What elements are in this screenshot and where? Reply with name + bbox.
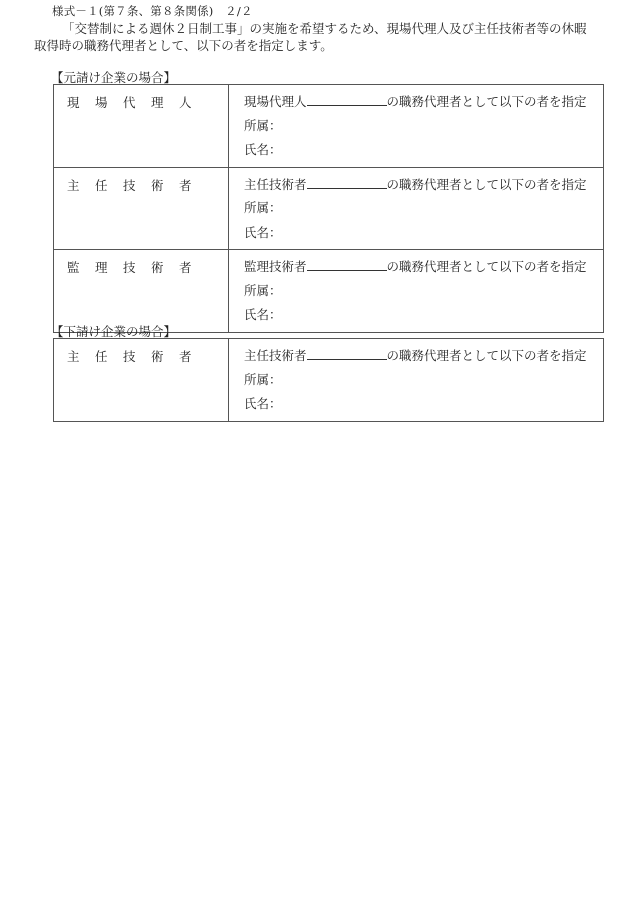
name-field[interactable]: 氏名： <box>244 307 282 322</box>
name-field[interactable]: 氏名： <box>244 224 282 240</box>
role-name-chief-engineer: 主任技術者 <box>54 339 229 422</box>
designation-cell <box>229 250 604 333</box>
designation-suffix: の職務代理者として以下の者を指定 <box>386 94 587 109</box>
affiliation-field[interactable]: 所属： <box>244 371 282 387</box>
designation-suffix: の職務代理者として以下の者を指定 <box>386 348 587 363</box>
designation-cell <box>229 85 604 168</box>
intro-line-1: 「交替制による週休２日制工事」の実施を希望するため、現場代理人及び主任技術者等の休暇 <box>62 21 587 36</box>
designation-statement <box>244 347 603 372</box>
designation-cell <box>229 339 604 422</box>
designation-prefix: 監理技術者 <box>244 259 307 274</box>
prime-contractor-table <box>53 84 604 333</box>
designation-cell <box>229 167 604 250</box>
designation-blank-field[interactable] <box>307 93 387 106</box>
intro-line-2: 取得時の職務代理者として、以下の者を指定します。 <box>34 38 333 53</box>
affiliation-field[interactable]: 所属： <box>244 282 282 298</box>
table-row <box>54 250 604 333</box>
role-name-supervising-engineer: 監理技術者 <box>54 250 229 333</box>
table-row <box>54 85 604 168</box>
designation-blank-field[interactable] <box>307 176 387 189</box>
affiliation-field[interactable]: 所属： <box>244 200 282 215</box>
prime-contractor-title: 【元請け企業の場合】 <box>51 70 177 85</box>
table-row <box>54 167 604 250</box>
designation-blank-field[interactable] <box>307 258 387 271</box>
form-identifier: 様式－１(第７条、第８条関係) ２/２ <box>52 4 253 18</box>
role-name-chief-engineer: 主任技術者 <box>54 167 229 250</box>
designation-blank-field[interactable] <box>307 347 387 360</box>
name-field[interactable]: 氏名： <box>244 142 282 157</box>
designation-suffix: の職務代理者として以下の者を指定 <box>386 176 587 192</box>
designation-prefix: 主任技術者 <box>244 176 307 192</box>
intro-paragraph <box>34 20 624 54</box>
table-row <box>54 339 604 422</box>
subcontractor-title: 【下請け企業の場合】 <box>51 324 177 339</box>
subcontractor-table <box>53 338 604 422</box>
designation-statement <box>244 93 603 118</box>
designation-statement <box>244 258 603 283</box>
name-field[interactable]: 氏名： <box>244 396 282 411</box>
affiliation-field[interactable]: 所属： <box>244 117 282 133</box>
role-name-site-agent: 現場代理人 <box>54 85 229 168</box>
designation-suffix: の職務代理者として以下の者を指定 <box>386 259 587 274</box>
designation-prefix: 現場代理人 <box>244 94 307 109</box>
designation-statement <box>244 176 603 201</box>
designation-prefix: 主任技術者 <box>244 348 307 363</box>
